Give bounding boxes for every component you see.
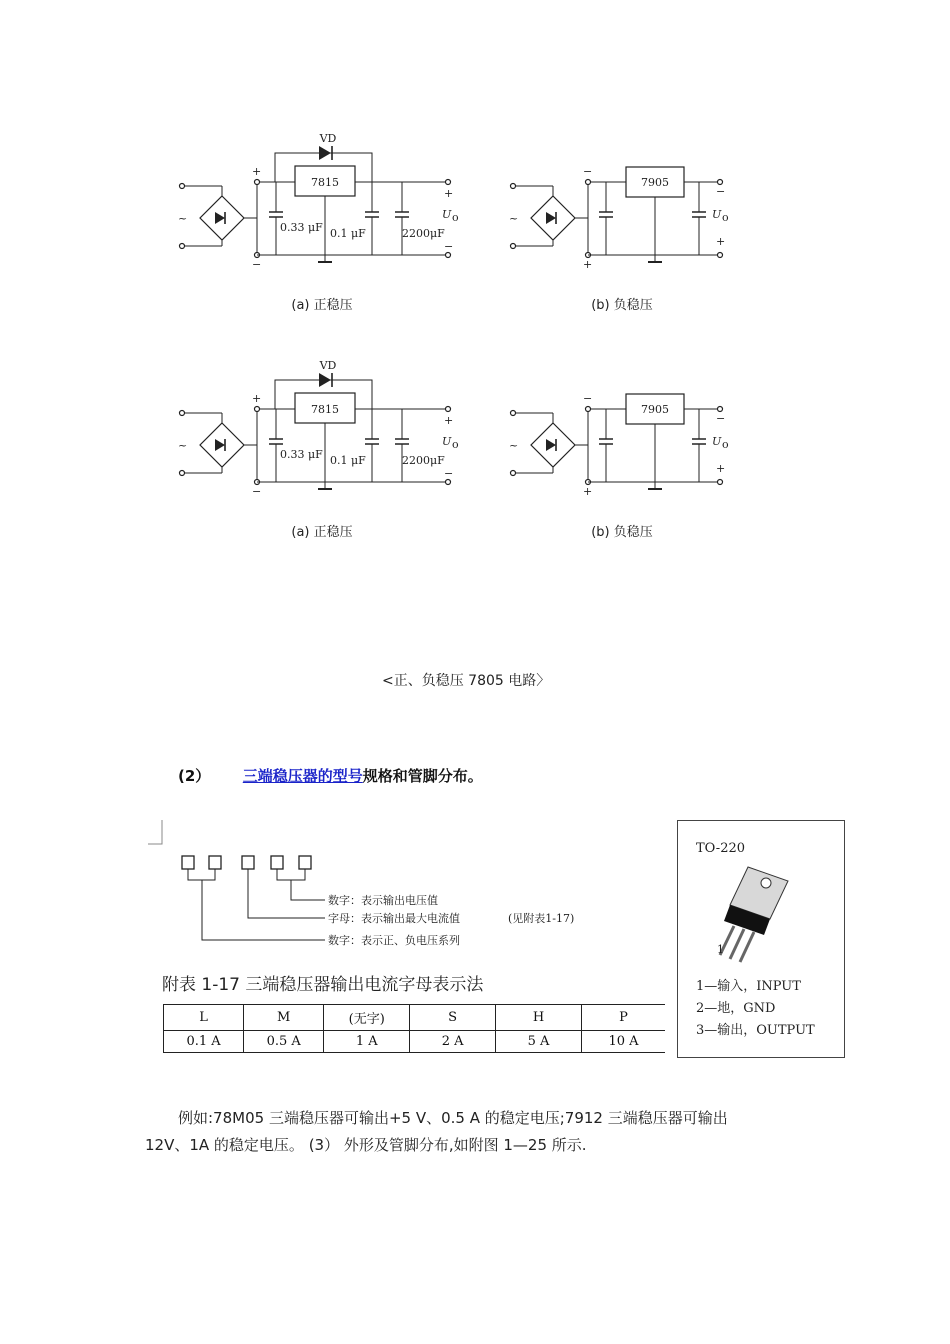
caption-pos-2: (a) 正稳压 (291, 525, 353, 540)
table-cell: 0.5 A (244, 1031, 324, 1053)
svg-text:−: − (252, 258, 262, 271)
svg-text:0.33 μF: 0.33 μF (280, 448, 323, 461)
table-header: P (581, 1005, 665, 1031)
package-box (677, 820, 845, 1058)
neg-circuit-1 (509, 165, 729, 313)
svg-text:+: + (444, 187, 454, 200)
diode-label: VD (319, 132, 337, 145)
svg-text:U: U (712, 208, 722, 221)
table-cell: 0.1 A (164, 1031, 244, 1053)
svg-text:+: + (716, 462, 726, 475)
svg-text:~: ~ (178, 439, 188, 452)
svg-text:U: U (442, 435, 452, 448)
svg-text:−: − (252, 485, 262, 498)
svg-text:~: ~ (509, 439, 519, 452)
to220-transistor-icon (708, 863, 808, 963)
table-title: 附表 1-17 三端稳压器输出电流字母表示法 (162, 975, 484, 995)
svg-text:−: − (444, 467, 454, 480)
svg-text:0.1 μF: 0.1 μF (330, 454, 366, 467)
table-cell: 2 A (410, 1031, 496, 1053)
svg-text:+: + (716, 235, 726, 248)
caption-neg-1: (b) 负稳压 (591, 298, 653, 313)
svg-text:~: ~ (509, 212, 519, 225)
svg-text:+: + (583, 258, 593, 271)
table-header: M (244, 1005, 324, 1031)
section-rest: 规格和管脚分布。 (362, 767, 483, 785)
model-link[interactable]: 三端稳压器的型号 (242, 767, 363, 785)
svg-text:−: − (583, 392, 593, 405)
svg-text:−: − (583, 165, 593, 178)
table-ref-text: (见附表1-17) (508, 912, 575, 925)
pos-circuit-2 (178, 359, 459, 540)
svg-text:+: + (252, 165, 262, 178)
svg-text:o: o (452, 211, 459, 224)
pin1-marker: 1 (717, 943, 724, 956)
table-header: H (496, 1005, 582, 1031)
svg-text:−: − (716, 412, 726, 425)
section-heading (178, 765, 483, 786)
model-naming-diagram (140, 812, 670, 972)
svg-text:o: o (452, 438, 459, 451)
table-cell: 1 A (324, 1031, 410, 1053)
svg-text:+: + (583, 485, 593, 498)
section-number: (2） (178, 767, 211, 785)
digit-series-text: 数字：表示正、负电压系列 (328, 934, 460, 947)
paragraph-line-2: 12V、1A 的稳定电压。 (3） 外形及管脚分布,如附图 1—25 所示. (145, 1136, 587, 1154)
svg-text:+: + (444, 414, 454, 427)
svg-text:~: ~ (178, 212, 188, 225)
pos-regulator-label: 7815 (311, 176, 339, 189)
svg-text:o: o (722, 438, 729, 451)
svg-text:7905: 7905 (641, 403, 669, 416)
svg-text:U: U (442, 208, 452, 221)
svg-text:+: + (252, 392, 262, 405)
cap-big-label: 2200μF (402, 227, 445, 240)
pos-circuit-1 (178, 132, 459, 313)
digit-voltage-text: 数字：表示输出电压值 (328, 894, 438, 907)
svg-text:−: − (716, 185, 726, 198)
svg-text:VD: VD (319, 359, 337, 372)
svg-text:2200μF: 2200μF (402, 454, 445, 467)
caption-neg-2: (b) 负稳压 (591, 525, 653, 540)
svg-text:U: U (712, 435, 722, 448)
cap-small-label: 0.33 μF (280, 221, 323, 234)
letter-current-text: 字母：表示输出最大电流值 (328, 912, 460, 925)
neg-circuit-2 (509, 392, 729, 540)
svg-text:−: − (444, 240, 454, 253)
pin-2: 2—地，GND (696, 1001, 776, 1016)
caption-pos-1: (a) 正稳压 (291, 298, 353, 313)
table-cell: 5 A (496, 1031, 582, 1053)
current-letter-table (163, 1004, 665, 1053)
neg-regulator-label: 7905 (641, 176, 669, 189)
pin-3: 3—输出，OUTPUT (696, 1023, 815, 1038)
svg-text:o: o (722, 211, 729, 224)
paragraph-line-1: 例如:78M05 三端稳压器可输出+5 V、0.5 A 的稳定电压;7912 三端稳压器可输出 (178, 1109, 728, 1127)
circuit-figure (0, 0, 950, 600)
table-header: (无字) (324, 1005, 410, 1031)
table-header: L (164, 1005, 244, 1031)
pin-1: 1—输入，INPUT (696, 979, 801, 994)
cap-mid-label: 0.1 μF (330, 227, 366, 240)
table-cell: 10 A (581, 1031, 665, 1053)
figure-caption: <正、负稳压 7805 电路〉 (382, 673, 551, 689)
package-name: TO-220 (696, 841, 746, 856)
svg-text:7815: 7815 (311, 403, 339, 416)
table-header: S (410, 1005, 496, 1031)
